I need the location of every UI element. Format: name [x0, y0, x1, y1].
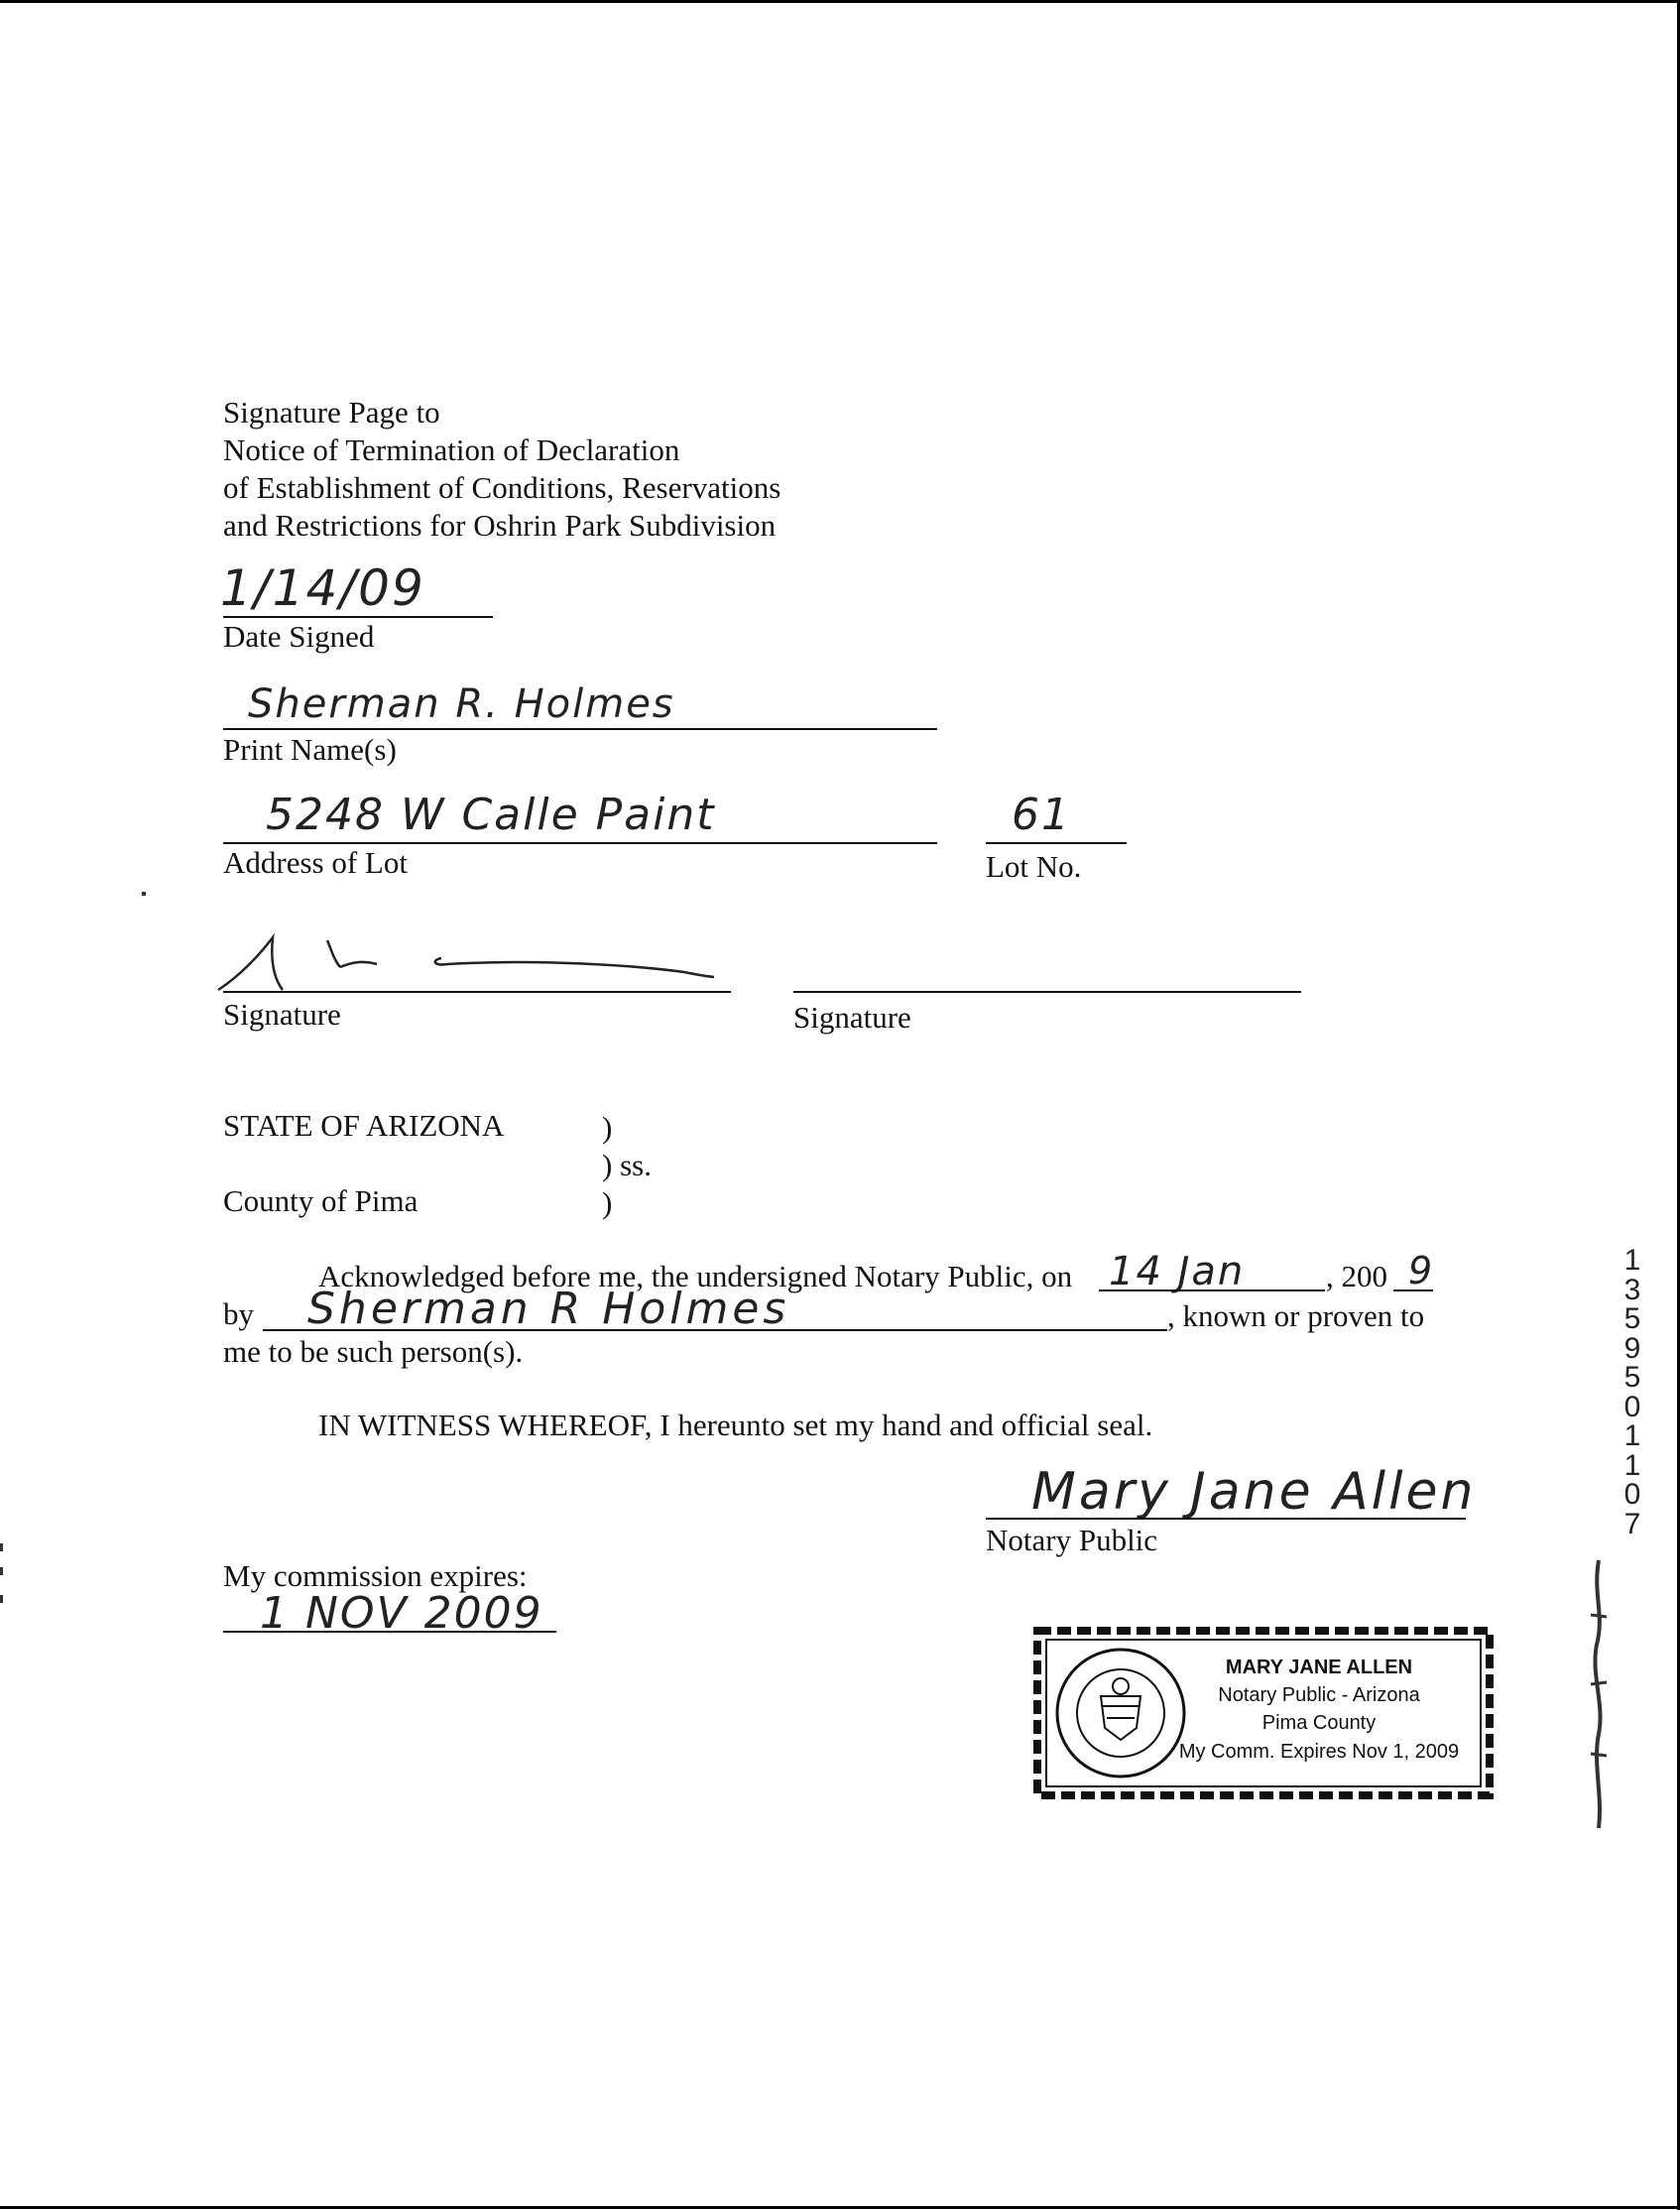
date-signed-value: 1/14/09: [220, 559, 425, 617]
date-signed-line: [223, 616, 493, 618]
commission-line: [223, 1631, 556, 1633]
header-line-3: of Establishment of Conditions, Reservations: [223, 470, 781, 505]
signature-line-2: [793, 991, 1301, 993]
commission-label: My commission expires:: [223, 1558, 528, 1593]
ack-year-digit: 9: [1408, 1249, 1435, 1292]
witness-statement: IN WITNESS WHEREOF, I hereunto set my hand and official seal.: [318, 1408, 1153, 1442]
date-signed-label: Date Signed: [223, 619, 375, 654]
stamp-expires: My Comm. Expires Nov 1, 2009: [1178, 1741, 1460, 1763]
notary-label: Notary Public: [986, 1523, 1158, 1557]
header-line-4: and Restrictions for Oshrin Park Subdivision: [223, 508, 777, 543]
venue-state: STATE OF ARIZONA: [223, 1108, 505, 1143]
recording-digit: 1: [1623, 1448, 1641, 1482]
recording-digit: 1: [1623, 1419, 1641, 1452]
stamp-name: MARY JANE ALLEN: [1225, 1657, 1413, 1678]
venue-county: County of Pima: [223, 1183, 419, 1218]
scan-speck: [0, 1595, 3, 1603]
notary-signature-line: [986, 1518, 1466, 1520]
ack-date-value: 14 Jan: [1109, 1249, 1246, 1294]
ack-by-label: by: [223, 1296, 254, 1331]
notary-signature: Mary Jane Allen: [1031, 1462, 1477, 1522]
commission-value: 1 NOV 2009: [260, 1588, 543, 1639]
ack-year-prefix: , 200: [1326, 1259, 1387, 1293]
ack-date-line: [1099, 1289, 1325, 1291]
lot-no-line: [986, 842, 1127, 844]
signature-line-1: [223, 991, 731, 993]
header-line-1: Signature Page to: [223, 395, 440, 430]
ack-line-3: me to be such person(s).: [223, 1334, 524, 1369]
print-name-label: Print Name(s): [223, 732, 397, 767]
print-name-value: Sherman R. Holmes: [248, 681, 675, 727]
ack-name-line: [263, 1329, 1167, 1331]
recording-digit: 0: [1623, 1478, 1641, 1511]
signature-label-1: Signature: [223, 997, 341, 1032]
recording-digit: 0: [1623, 1390, 1641, 1423]
venue-paren-top: ): [602, 1110, 613, 1145]
recording-digit: 5: [1623, 1361, 1641, 1394]
signature-label-2: Signature: [793, 1000, 911, 1035]
stamp-title: Notary Public - Arizona: [1218, 1684, 1420, 1706]
address-label: Address of Lot: [223, 845, 408, 880]
ack-year-line: [1393, 1289, 1433, 1291]
recording-digit: 3: [1623, 1273, 1641, 1306]
lot-no-value: 61: [1012, 790, 1071, 840]
bottom-border: [0, 2206, 1680, 2209]
recording-digit: 5: [1623, 1302, 1641, 1335]
scan-speck: [0, 1567, 3, 1575]
scan-speck: [142, 892, 146, 896]
venue-ss: ) ss.: [602, 1148, 652, 1182]
venue-paren-bottom: ): [602, 1185, 613, 1220]
recording-digit: 7: [1623, 1507, 1641, 1540]
owner-signature-image: [213, 922, 729, 997]
address-value: 5248 W Calle Paint: [266, 790, 716, 840]
print-name-line: [223, 728, 937, 730]
recording-number: [1615, 1246, 1650, 1538]
recording-digit: 1: [1623, 1244, 1641, 1277]
scan-speck: [0, 1543, 3, 1551]
ack-name-value: Sherman R Holmes: [307, 1284, 790, 1334]
ack-known-text: , known or proven to: [1167, 1298, 1425, 1333]
stamp-county: Pima County: [1261, 1712, 1377, 1734]
recording-digit: 9: [1623, 1331, 1641, 1365]
address-line: [223, 842, 937, 844]
header-line-2: Notice of Termination of Declaration: [223, 432, 680, 467]
margin-scribble: [1585, 1555, 1615, 1833]
ack-text: Acknowledged before me, the undersigned Notary Public, on: [318, 1259, 1073, 1293]
lot-no-label: Lot No.: [986, 849, 1082, 884]
